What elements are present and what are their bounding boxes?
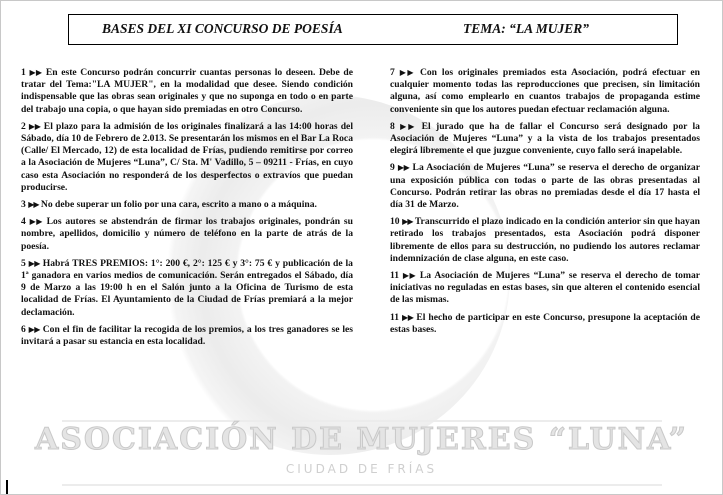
fast-forward-icon: ▶▶ (29, 68, 43, 77)
rule-number: 11 (390, 311, 400, 323)
rule-item (390, 216, 700, 265)
rule-item (21, 216, 353, 253)
rule-number: 6 (21, 323, 26, 335)
fast-forward-icon: ▶▶ (402, 217, 413, 227)
rule-item (21, 258, 353, 319)
fast-forward-icon: ▶▶ (28, 324, 40, 334)
rule-text: La Asociación de Mujeres “Luna” se reserva el derecho de tomar iniciativas no reguladas en estas bases, sin que alteren el contenido esencial de las mismas. (390, 270, 701, 306)
edge-mark (6, 480, 8, 494)
right-column (390, 67, 700, 341)
header-title: BASES DEL XI CONCURSO DE POESÍA (102, 21, 343, 36)
rule-item (21, 324, 353, 348)
document-header (68, 14, 678, 45)
left-column (21, 67, 353, 353)
rule-number: 7 (390, 67, 395, 78)
rule-text: Habrá TRES PREMIOS: 1°: 200 €, 2°: 125 € y 3°: 75 € y publicación de la 1ª ganadora en varios medios de comunicación. Serán entregados el Sábado, día 9 de Marzo a las 19:00 h en el Salón junto a la Oficina de Turismo de esta localidad de Frías. El Ayuntamiento de la Ciudad de Frías premiará a la mejor declamación. (21, 257, 353, 318)
rule-text: Con los originales premiados esta Asociación, podrá efectuar en cualquier momento todas las reproducciones que precisen, sin limitación alguna, así como emplearlo en cuantos trabajos de propaganda estime conveniente sin que los autores puedan efectuar reclamación alguna. (390, 67, 700, 115)
rule-number: 2 (21, 120, 26, 132)
fast-forward-icon: ▶▶ (402, 271, 417, 281)
rule-item (390, 312, 700, 336)
fast-forward-icon: ▶▶ (402, 312, 414, 322)
fast-forward-icon: ▶▶ (400, 121, 417, 131)
rule-item (21, 199, 353, 211)
fast-forward-icon: ▶▶ (28, 258, 40, 268)
fast-forward-icon: ▶▶ (28, 200, 39, 210)
fast-forward-icon: ▶▶ (397, 163, 410, 173)
rule-number: 10 (390, 216, 400, 228)
rule-number: 3 (21, 199, 26, 211)
fast-forward-icon: ▶▶ (399, 68, 416, 77)
rule-text: El hecho de participar en este Concurso, presupone la aceptación de estas bases. (390, 311, 700, 335)
rule-item (390, 162, 700, 211)
rule-number: 1 (21, 67, 26, 78)
rule-text: La Asociación de Mujeres “Luna” se reserva el derecho de organizar una exposición pública con todas o parte de las obras presentadas al Concurso. Podrán retirar las obras no premiadas desde el día 17 hasta el día 31 de Marzo. (390, 162, 700, 211)
rule-item (390, 270, 700, 307)
fast-forward-icon: ▶▶ (29, 217, 43, 227)
watermark-title: ASOCIACIÓN DE MUJERES “LUNA” (34, 422, 689, 457)
rule-text: En este Concurso podrán concurrir cuantas personas lo deseen. Debe de tratar del Tema:"LA MUJER", en la modalidad que desee. Siendo condición indispensable que las obras sean originales y que no suponga en todo o en parte del trabajo una copia, o que hayan sido premiadas en otro Concurso. (21, 67, 353, 115)
rule-item (390, 67, 700, 116)
rule-text: Los autores se abstendrán de firmar los trabajos originales, pondrán su nombre, apellidos, domicilio y número de teléfono en la parte de atrás de la poesía. (21, 216, 353, 252)
rule-number: 4 (21, 216, 26, 228)
rule-text: El jurado que ha de fallar el Concurso será designado por la Asociación de Mujeres “Luna” y a la vista de los trabajos presentados elegirá libremente el que juzgue conveniente, cuyo fallo será inapelable. (390, 120, 700, 157)
watermark-subtitle: CIUDAD DE FRÍAS (285, 462, 438, 476)
rule-text: No debe superar un folio por una cara, escrito a mano o a máquina. (40, 199, 317, 211)
rule-number: 5 (21, 257, 26, 269)
rule-item (21, 67, 353, 116)
rule-number: 9 (390, 162, 395, 174)
fast-forward-icon: ▶▶ (28, 121, 41, 131)
header-theme: TEMA: “LA MUJER” (463, 21, 590, 36)
rule-item (21, 121, 353, 194)
rule-item (390, 121, 700, 158)
rule-text: El plazo para la admisión de los originales finalizará a las 14:00 horas del Sábado, día 10 de Febrero de 2.013. Se presentarán los mismos en el Bar La Roca (Calle/ El Mercado, 12) de esta localidad de Frías, pudiendo remitirse por correo a la Asociación de Mujeres “Luna”, C/ Sta. M' Vadillo, 5 – 09211 - Frías, en cuyo caso esta Asociación no responderá de los desperfectos o extravíos que puedan producirse. (21, 120, 353, 193)
rule-text: Transcurrido el plazo indicado en la condición anterior sin que hayan retirado los trabajos presentados, esta Asociación podrá disponer libremente de ellos para su destrucción, no pudiendo los autores reclamar indemnización de clase alguna, en este caso. (390, 216, 700, 264)
rule-text: Con el fin de facilitar la recogida de los premios, a los tres ganadores se les invitará a pasar su estancia en esta localidad. (21, 323, 353, 348)
rule-number: 8 (390, 120, 395, 132)
rule-number: 11 (390, 270, 400, 282)
